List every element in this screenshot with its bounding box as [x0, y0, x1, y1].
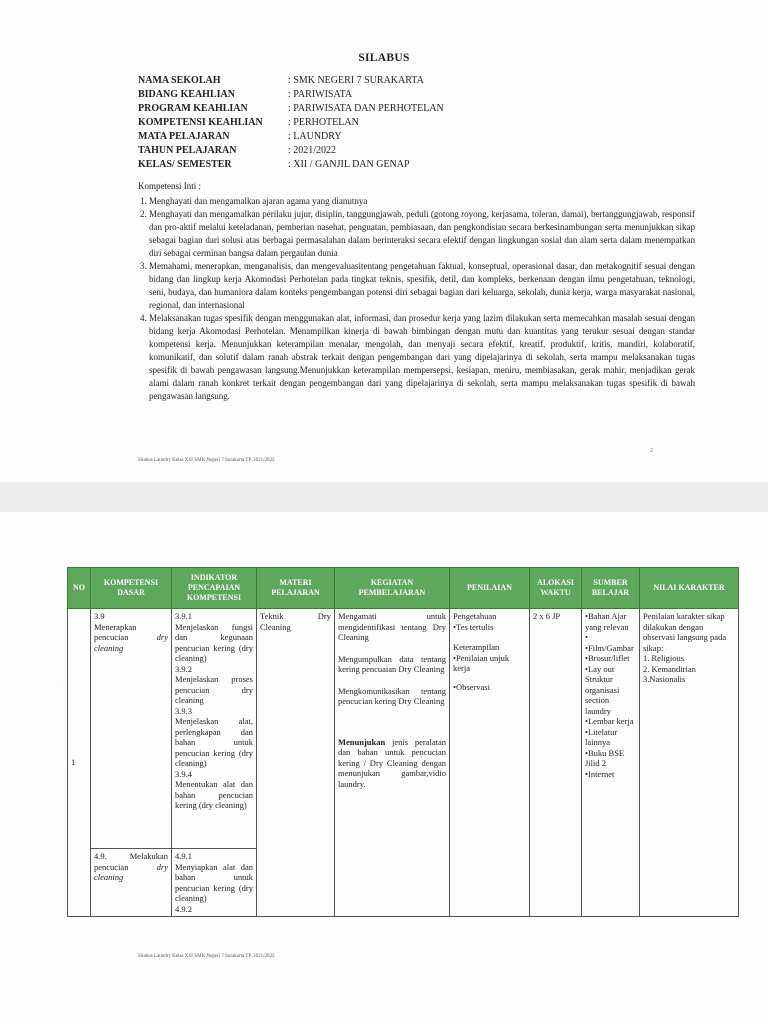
indikator-item: 4.9.2	[175, 903, 192, 914]
indikator-item: 3.9.3	[175, 705, 192, 716]
indikator-item: Menjelaskan fungsi dan kegunaan pencucian kering (dry cleaning)	[175, 621, 253, 663]
kd-number: 3.9	[94, 611, 105, 621]
sumber-item: • Lembar kerja	[585, 716, 636, 727]
identity-row	[138, 130, 444, 144]
identity-row	[138, 88, 444, 102]
indikator-item: 4.9.1	[175, 851, 192, 861]
column-header: PENILAIAN	[450, 568, 530, 609]
identity-row	[138, 158, 444, 172]
identity-label: KELAS/ SEMESTER	[138, 159, 232, 170]
identity-value: : 2021/2022	[288, 145, 337, 156]
page-gap	[0, 482, 768, 512]
kegiatan-bold: Menunjukan	[338, 736, 386, 747]
identity-label: NAMA SEKOLAH	[138, 75, 221, 86]
nilai-item: 3.Nasionalis	[643, 674, 686, 684]
kegiatan-item: Mengkomunikasikan tentang pencucian kering Dry Cleaning	[338, 685, 446, 706]
ki-item: 2. Menghayati dan mengamalkan perilaku jujur, disiplin, tanggungjawab, peduli (gotong royong, kerjasama, toleran, damai), bertanggungjawab, responsif dan pro-aktif melalui keteladanan, pemberian nasehat, penguatan, pembiasaan, dan pengkondisian secara berkesinambungan serta menunjukkan sikap sebagai bagian dari solusi atas berbagai permasalahan dalam berinteraksi secara efektif dengan lingkungan sosial dan alam serta dalam menempatkan diri sebagai cerminan bangsa dalam pergaulan dunia	[149, 208, 695, 260]
identity-row	[138, 102, 444, 116]
column-header: NILAI KARAKTER	[640, 568, 739, 609]
sumber-item: • Bahan Ajar yang relevan	[585, 611, 636, 632]
ki-heading: Kompetensi Inti :	[138, 181, 201, 191]
indikator-item: Menjelaskan alat, perlengkapan dan bahan untuk pencucian kering (dry cleaning)	[175, 716, 253, 768]
school-identity-table	[138, 74, 444, 172]
column-header: INDIKATOR PENCAPAIAN KOMPETENSI	[172, 568, 257, 609]
indikator-item: Menyiapkan alat dan bahan untuk pencucian kering (dry cleaning)	[175, 861, 253, 903]
row-number: 1	[68, 609, 91, 917]
kompetensi-dasar-3-9	[91, 609, 172, 849]
document-title: SILABUS	[358, 52, 410, 64]
sumber-item: • Film/Gambar	[585, 643, 636, 654]
table-row	[68, 609, 739, 849]
identity-label: KOMPETENSI KEAHLIAN	[138, 117, 263, 128]
column-header: KEGIATAN PEMBELAJARAN	[335, 568, 450, 609]
kd-italic: dry cleaning	[94, 632, 168, 653]
penilaian	[450, 609, 530, 917]
identity-value: : PERHOTELAN	[288, 117, 359, 128]
nilai-intro: Penilaian karakter sikap dilakukan dengan observasi langsung pada sikap:	[643, 611, 727, 653]
identity-row	[138, 74, 444, 88]
sumber-item: • Buku BSE Jilid 2	[585, 748, 636, 769]
penilaian-item: • Penilaian unjuk kerja	[453, 653, 526, 674]
ki-list	[138, 195, 695, 403]
alokasi-waktu: 2 x 6 JP	[530, 609, 582, 917]
column-header: NO	[68, 568, 91, 609]
sumber-item: • Internet	[585, 769, 636, 780]
ki-item: 3. Memahami, menerapkan, menganalisis, dan mengevaluasitentang pengetahuan faktual, konseptual, operasional dasar, dan metakognitif sesuai dengan bidang dan lingkup kerja Akomodasi Perhotelan pada tingkat teknis, spesifik, detil, dan kompleks, berkenaan dengan ilmu pengetahuan, teknologi, seni, budaya, dan humaniora dalam konteks pengembangan potensi diri sebagai bagian dari keluarga, sekolah, dunia kerja, warga masyarakat nasional, regional, dan internasional	[149, 260, 695, 312]
column-header: KOMPETENSI DASAR	[91, 568, 172, 609]
ki-item: 1. Menghayati dan mengamalkan ajaran agama yang dianutnya	[149, 195, 695, 208]
indikator-4-9	[172, 849, 257, 917]
sumber-item: • Litelatur lainnya	[585, 727, 636, 748]
indikator-item: Menentukan alat dan bahan pencucian kering (dry cleaning)	[175, 779, 253, 810]
syllabus-header-row	[68, 568, 739, 609]
penilaian-head-pengetahuan: Pengetahuan	[453, 611, 497, 621]
column-header: SUMBER BELAJAR	[582, 568, 640, 609]
penilaian-head-keterampilan: Keterampilan	[453, 642, 500, 652]
indikator-3-9	[172, 609, 257, 849]
nilai-karakter	[640, 609, 739, 917]
identity-label: BIDANG KEAHLIAN	[138, 89, 235, 100]
sumber-item: • Brosur/liflet	[585, 653, 636, 664]
page-footer-2: Silabus Laundry Kelas XII/ SMK Negeri 7 Surakarta TP. 2021/2022	[138, 954, 275, 959]
kegiatan-item: Mengamati untuk mengidentifikasi tentang Dry Cleaning	[338, 611, 446, 642]
identity-value: : PARIWISATA DAN PERHOTELAN	[288, 103, 444, 114]
sumber-item: • Lay out Struktur organisasi section laundry	[585, 664, 636, 717]
kompetensi-dasar-4-9	[91, 849, 172, 917]
identity-row	[138, 144, 444, 158]
identity-row	[138, 116, 444, 130]
nilai-item: 2. Kemandirian	[643, 663, 696, 674]
indikator-item: Menjelaskan proses pencucian dry cleaning	[175, 674, 253, 705]
identity-label: MATA PELAJARAN	[138, 131, 230, 142]
materi-pelajaran: Teknik Dry Cleaning	[257, 609, 335, 917]
sumber-item	[585, 632, 636, 643]
kd-text: Menerapkan pencucian	[94, 621, 137, 642]
syllabus-table	[67, 567, 739, 917]
kd-italic: dry cleaning	[94, 861, 168, 882]
kegiatan-pembelajaran	[335, 609, 450, 917]
identity-value: : LAUNDRY	[288, 131, 342, 142]
identity-value: : SMK NEGERI 7 SURAKARTA	[288, 75, 424, 86]
identity-value: : XII / GANJIL DAN GENAP	[288, 159, 410, 170]
page-number: 2	[650, 448, 653, 454]
kd-text: 4.9. Melakukan pencucian	[94, 851, 168, 872]
sumber-belajar	[582, 609, 640, 917]
indikator-item: 3.9.4	[175, 768, 192, 779]
column-header: MATERI PELAJARAN	[257, 568, 335, 609]
indikator-item: 3.9.1	[175, 611, 192, 621]
kegiatan-item: Mengumpulkan data tentang kering pencuaian Dry Cleaning	[338, 653, 446, 674]
indikator-item: 3.9.2	[175, 663, 192, 674]
column-header: ALOKASI WAKTU	[530, 568, 582, 609]
ki-item: 4. Melaksanakan tugas spesifik dengan menggunakan alat, informasi, dan prosedur kerja yang lazim dilakukan serta memecahkan masalah sesuai dengan bidang kerja Akomodasi Perhotelan. Menampilkan kinerja di bawah bimbingan dengan mutu dan kuantitas yang terukur sesuai dengan standar kompetensi kerja. Menunjukkan keterampilan menalar, mengolah, dan menyaji secara efektif, kreatif, produktif, kritis, mandiri, kolaboratif, komunikatif, dan solutif dalam ranah abstrak terkait dengan pengembangan dari yang dipelajarinya di sekolah, serta mampu melaksanakan tugas spesifik di bawah pengawasan langsung.Menunjukkan keterampilan mempersepsi, kesiapan, meniru, membiasakan, gerak mahir, menjadikan gerak alami dalam ranah konkret terkait dengan pengembangan dari yang dipelajarinya di sekolah, serta mampu melaksanakan tugas spesifik di bawah pengawasan langsung.	[149, 312, 695, 403]
page-one	[0, 0, 768, 482]
identity-value: : PARIWISATA	[288, 89, 353, 100]
page-footer: Silabus Laundry Kelas XII/ SMK Negeri 7 Surakarta TP. 2021/2022	[138, 458, 275, 463]
margin-dot: ·	[58, 680, 60, 686]
identity-label: TAHUN PELAJARAN	[138, 145, 237, 156]
nilai-item: 1. Religious	[643, 653, 685, 663]
kegiatan-rest: jenis peralatan dan bahan untuk pencucian kering / Dry Cleaning dengan menunjukan gambar,vidio laundry.	[338, 736, 447, 789]
penilaian-item: • Observasi	[453, 682, 526, 693]
penilaian-item: • Tes tertulis	[453, 622, 526, 633]
identity-label: PROGRAM KEAHLIAN	[138, 103, 248, 114]
kompetensi-inti-section	[138, 180, 695, 403]
